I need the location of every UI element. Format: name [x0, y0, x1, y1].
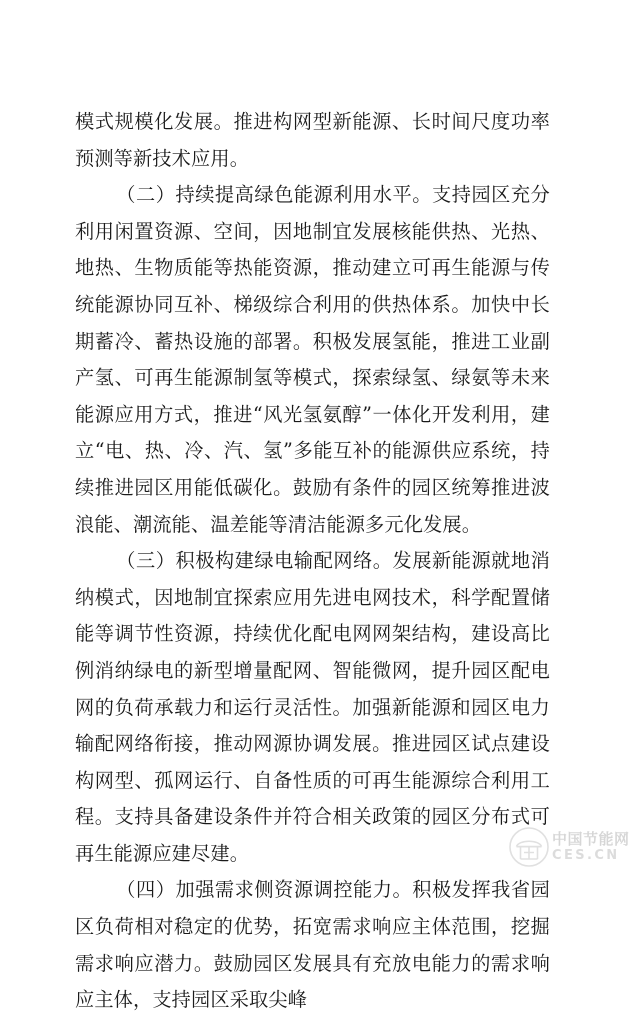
section-paragraph-three: （三）积极构建绿电输配网络。发展新能源就地消纳模式，因地制宜探索应用先进电网技术，科学配置储能等调节性资源，持续优化配电网网架结构，建设高比例消纳绿电的新型增量配网、智能微网，提升园区配电网的负荷承载力和运行灵活性。加强新能源和园区电力输配网络衔接，推动网源协调发展。推进园区试点建设构网型、孤网运行、自备性质的可再生能源综合利用工程。支持具备建设条件并符合相关政策的园区分布式可再生能源应建尽建。 — [75, 549, 550, 865]
section-paragraph-four: （四）加强需求侧资源调控能力。积极发挥我省园区负荷相对稳定的优势，拓宽需求响应主体范围，挖掘需求响应潜力。鼓励园区发展具有充放电能力的需求响应主体，支持园区采取尖峰 — [75, 878, 550, 1012]
watermark-text — [552, 832, 630, 862]
section-paragraph-two: （二）持续提高绿色能源利用水平。支持园区充分利用闲置资源、空间，因地制宜发展核能供热、光热、地热、生物质能等热能资源，推动建立可再生能源与传统能源协同互补、梯级综合利用的供热体系。加快中长期蓄冷、蓄热设施的部署。积极发展氢能，推进工业副产氢、可再生能源制氢等模式，探索绿氢、绿氨等未来能源应用方式，推进“风光氢氨醇”一体化开发利用，建立“电、热、冷、汽、氢”多能互补的能源供应系统，持续推进园区用能低碳化。鼓励有条件的园区统筹推进波浪能、潮流能、温差能等清洁能源多元化发展。 — [75, 183, 550, 536]
watermark-latin-label: CES.CN — [552, 847, 620, 863]
paragraph-continuation: 模式规模化发展。推进构网型新能源、长时间尺度功率预测等新技术应用。 — [75, 110, 550, 170]
document-text-body — [75, 104, 550, 1019]
watermark-chinese-label: 中国节能网 — [552, 830, 630, 849]
